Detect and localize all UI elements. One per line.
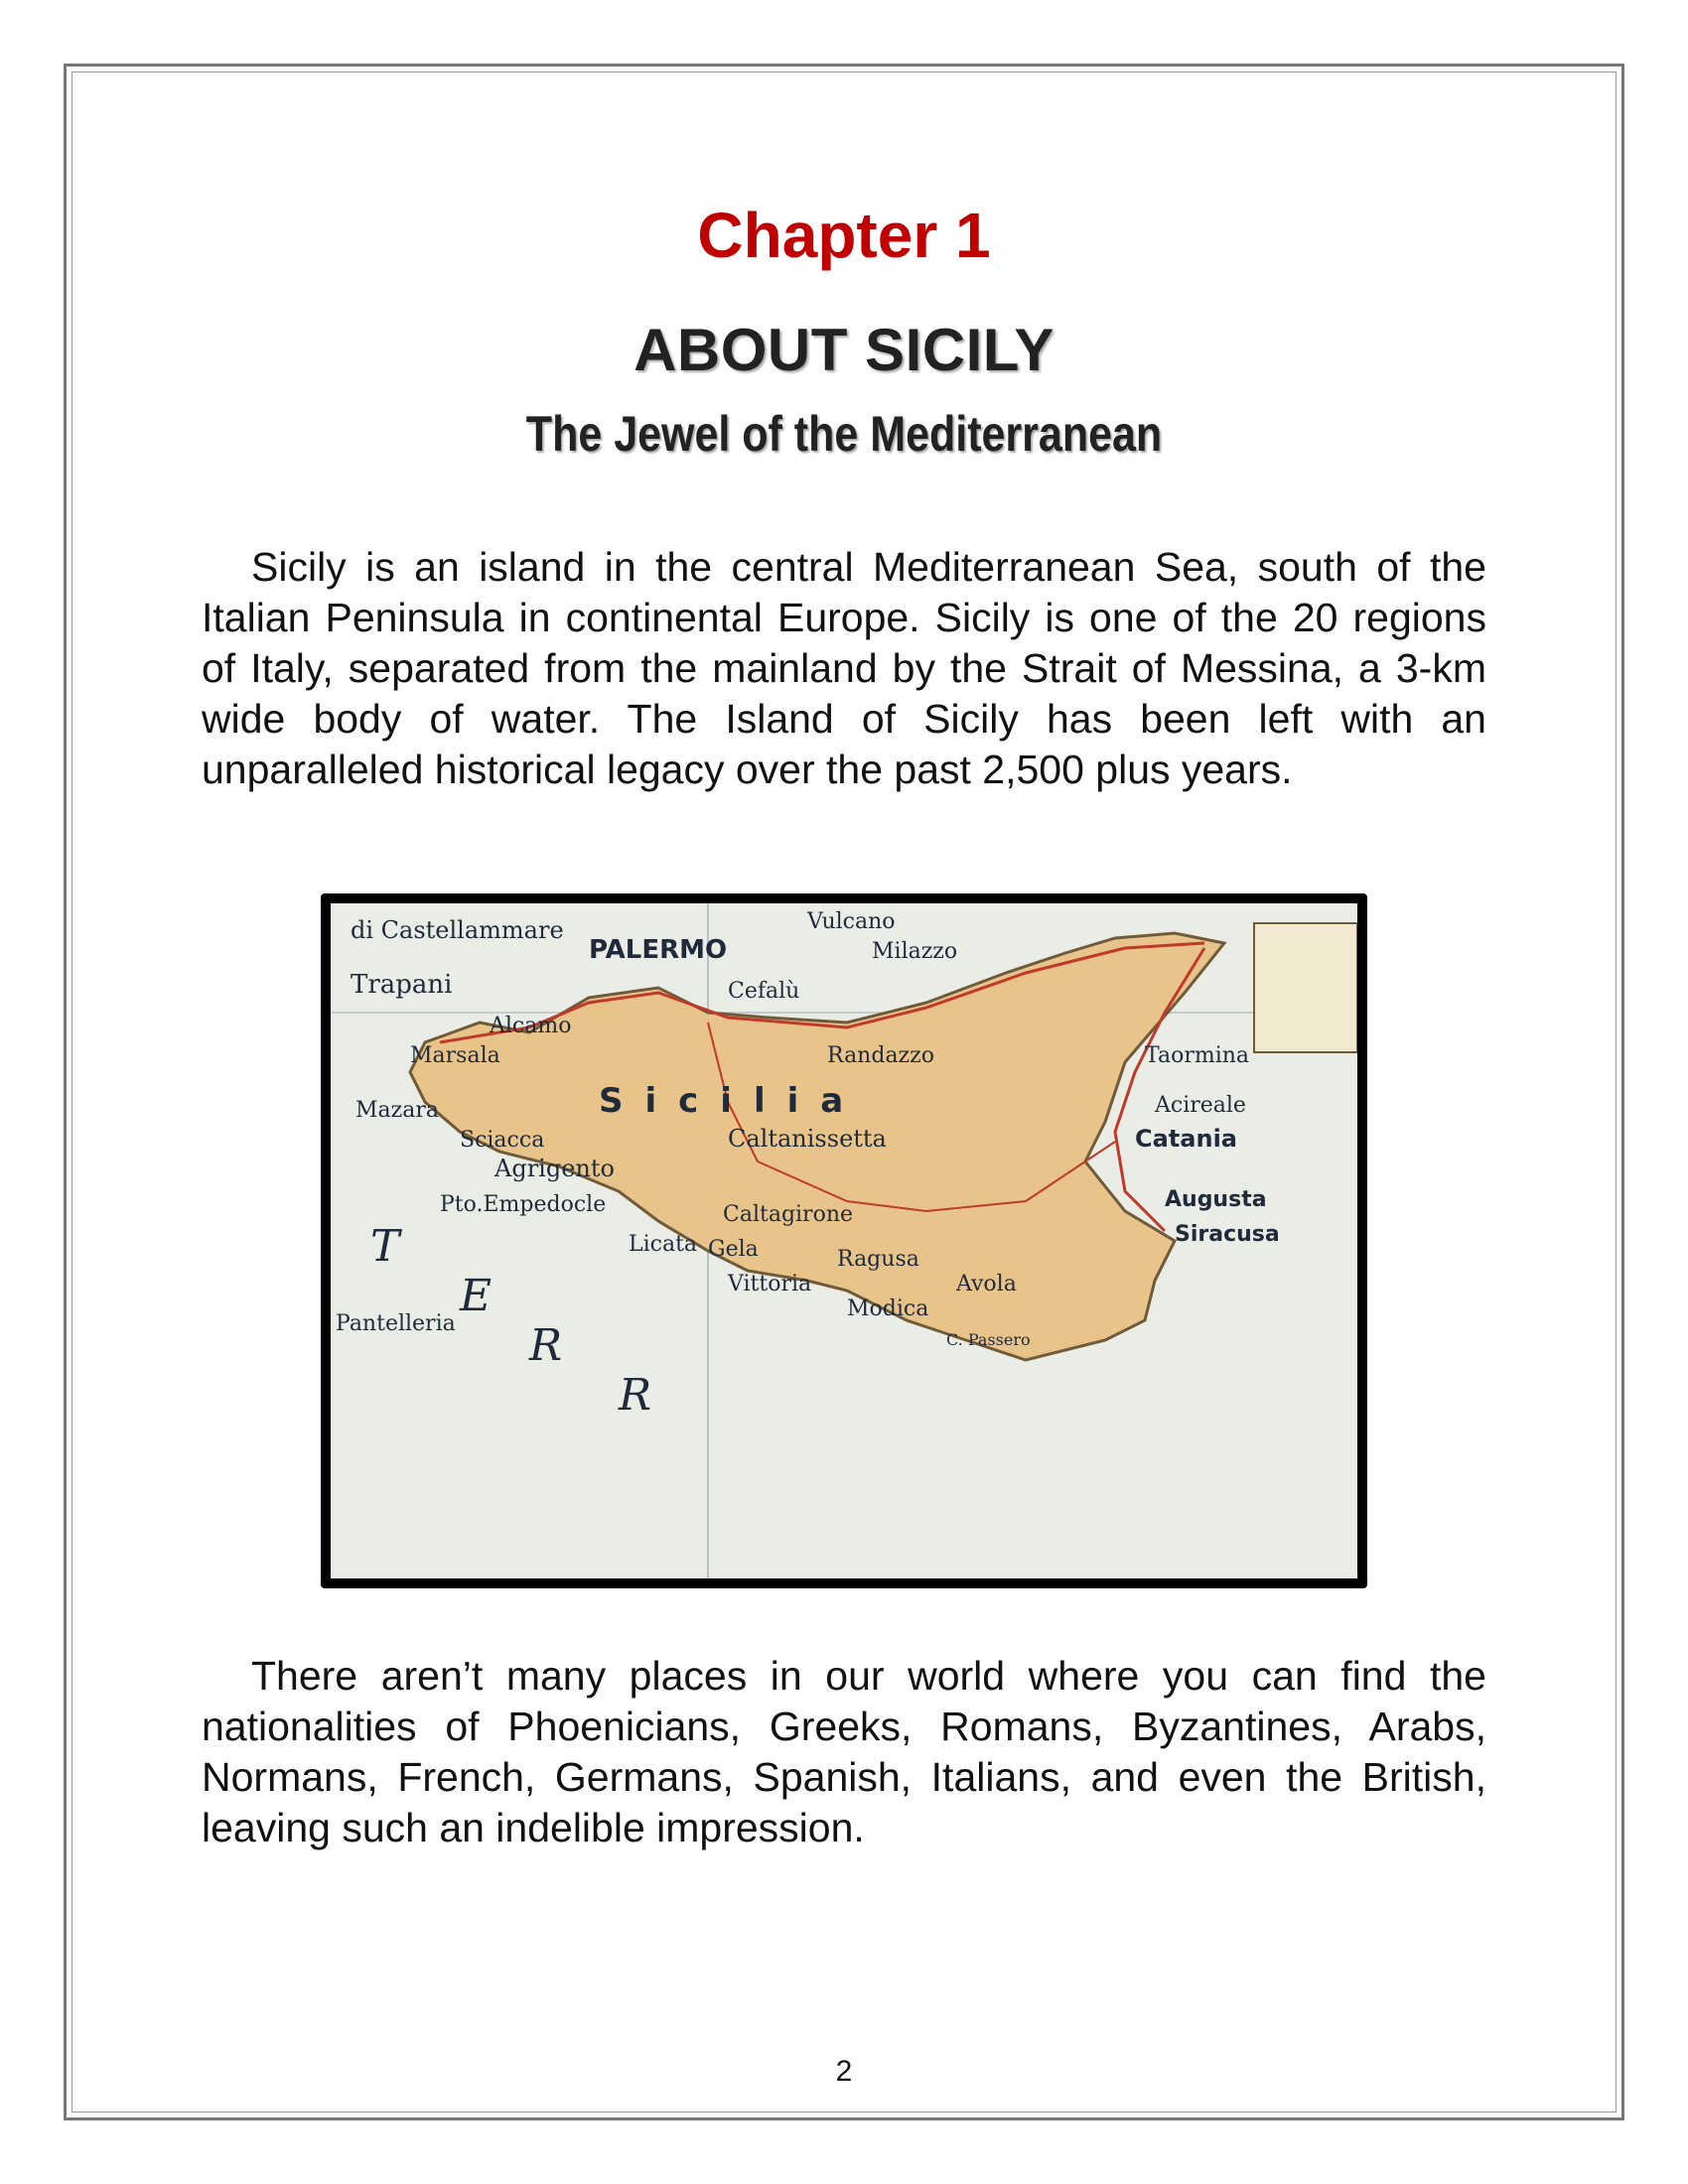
map-label-cefalu: Cefalù xyxy=(728,979,800,1004)
map-label-vittoria: Vittoria xyxy=(728,1272,812,1297)
intro-paragraph: Sicily is an island in the central Mediterranean Sea, south of the Italian Peninsula in continental Europe. Sicily is one of the 20 regions of Italy, separated from the mainland by the Strait of Messina, a 3-km wide body of water. The Island of Sicily has been left with an unparalleled historical legacy over the past 2,500 plus years. xyxy=(202,544,1486,792)
map-label-caltanissetta: Caltanissetta xyxy=(728,1125,887,1153)
chapter-heading: Chapter 1 xyxy=(697,200,991,271)
map-label-catania: Catania xyxy=(1135,1125,1237,1153)
map-label-agrigento: Agrigento xyxy=(494,1155,615,1182)
map-label-sicilia: Sicilia xyxy=(599,1081,866,1121)
page-number: 2 xyxy=(835,2055,853,2088)
map-label-modica: Modica xyxy=(847,1297,929,1321)
map-sea-letter-r2: R xyxy=(619,1370,652,1421)
map-sea-letter-e: E xyxy=(460,1271,492,1321)
map-label-milazzo: Milazzo xyxy=(872,939,958,964)
map-label-gela: Gela xyxy=(708,1237,759,1262)
map-label-castellammare: di Castellammare xyxy=(351,916,564,944)
map-label-avola: Avola xyxy=(956,1272,1017,1297)
map-label-caltagirone: Caltagirone xyxy=(723,1202,854,1227)
map-label-acireale: Acireale xyxy=(1155,1093,1246,1118)
map-label-sciacca: Sciacca xyxy=(460,1128,545,1153)
sicily-map-drawing xyxy=(331,903,1357,1578)
map-label-mazara: Mazara xyxy=(355,1098,439,1123)
map-label-vulcano: Vulcano xyxy=(807,909,896,934)
page-subtitle: The Jewel of the Mediterranean xyxy=(525,406,1163,462)
map-label-pantelleria: Pantelleria xyxy=(336,1311,456,1336)
map-label-augusta: Augusta xyxy=(1165,1187,1267,1212)
map-label-siracusa: Siracusa xyxy=(1175,1222,1280,1247)
sicily-map xyxy=(321,893,1367,1588)
map-label-licata: Licata xyxy=(629,1232,698,1257)
map-label-passero: C. Passero xyxy=(946,1330,1031,1349)
calabria-coast xyxy=(1254,923,1357,1052)
map-label-ragusa: Ragusa xyxy=(837,1247,919,1272)
page-title: ABOUT SICILY xyxy=(633,317,1055,383)
map-label-palermo: PALERMO xyxy=(589,935,728,965)
map-sea-letter-t: T xyxy=(370,1221,400,1272)
map-label-taormina: Taormina xyxy=(1145,1043,1250,1068)
map-label-trapani: Trapani xyxy=(351,970,453,1000)
map-label-marsala: Marsala xyxy=(410,1043,500,1068)
map-label-alcamo: Alcamo xyxy=(490,1014,572,1038)
map-label-empedocle: Pto.Empedocle xyxy=(440,1192,607,1217)
map-sea-letter-r1: R xyxy=(529,1320,563,1371)
history-paragraph: There aren’t many places in our world where you can find the nationalities of Phoenicians, Greeks, Romans, Byzantines, Arabs, Normans, French, Germans, Spanish, Italians, and even the British, leaving such an indelible impression. xyxy=(202,1653,1486,1850)
map-label-randazzo: Randazzo xyxy=(827,1043,934,1068)
